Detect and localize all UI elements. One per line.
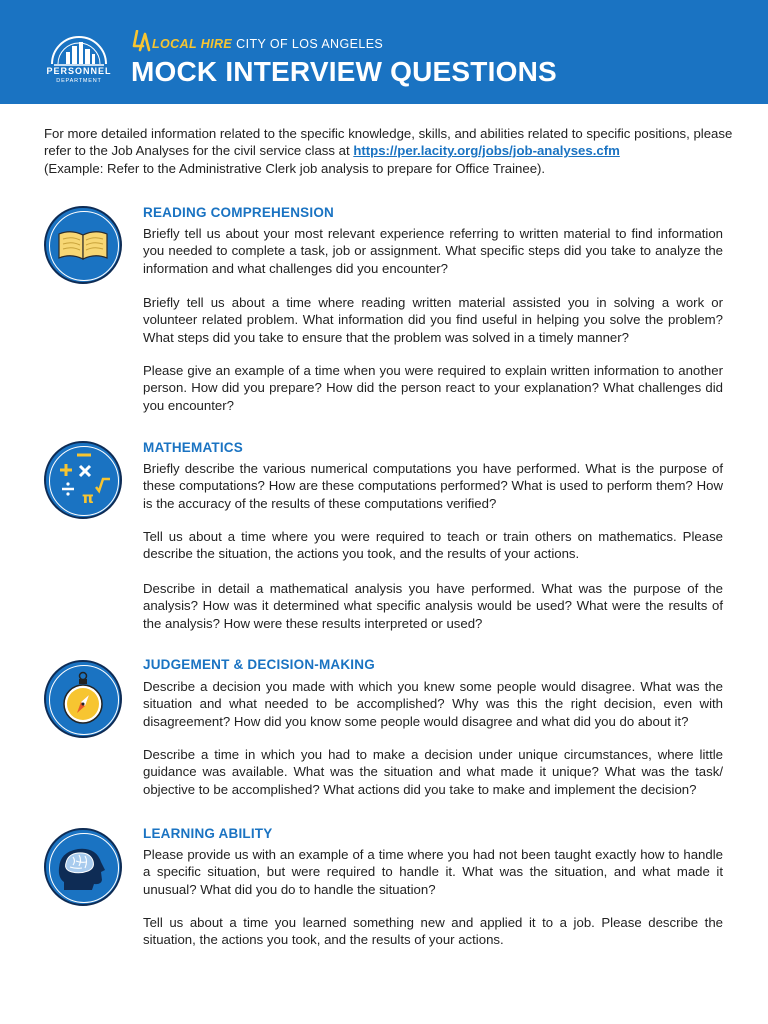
department-name (44, 66, 114, 86)
reading-question-1: Briefly tell us about your most relevant experience referring to written material to find information you needed to complete a task, job or assignment. What specific steps did you take to analyze the information and what challenges did you encounter? (143, 226, 723, 276)
brain-icon (44, 828, 122, 906)
book-icon (44, 206, 122, 284)
math-symbols-icon (44, 441, 122, 519)
header-banner (0, 0, 768, 104)
judgement-question-2: Describe a time in which you had to make a decision under unique circumstances, where little guidance was available. What was the situation and what made it unique? What was the task/ objective to be accomplished? What actions did you take to make and implement the decision? (143, 747, 723, 797)
section-title-learning: LEARNING ABILITY (143, 826, 273, 841)
learning-question-2: Tell us about a time you learned something new and applied it to a job. Please describe the situation, the actions you took, and the results of your actions. (143, 915, 723, 948)
city-label: CITY OF LOS ANGELES (236, 37, 384, 51)
intro-example: (Example: Refer to the Administrative Clerk job analysis to prepare for Office Trainee). (44, 160, 546, 176)
local-hire-label: LOCAL HIRE (152, 37, 233, 51)
section-title-reading: READING COMPREHENSION (143, 205, 334, 220)
department-line1: PERSONNEL (46, 66, 112, 76)
compass-icon (44, 660, 122, 738)
section-title-mathematics: MATHEMATICS (143, 440, 243, 455)
header-subtitle (152, 37, 383, 51)
reading-question-3: Please give an example of a time when you were required to explain written information to another person. How did you prepare? How did the person react to your explanation? What challenges did you encounter? (143, 363, 723, 413)
department-line2: DEPARTMENT (56, 78, 102, 84)
math-question-3: Describe in detail a mathematical analysis you have performed. What was the purpose of the analysis? How was it determined what specific analysis would be used? What were the results of the analysis? How were these results interpreted or used? (143, 581, 723, 631)
intro-paragraph (44, 125, 734, 177)
judgement-question-1: Describe a decision you made with which you knew some people would disagree. What was the situation and what needed to be accomplished? Why was this the right decision, even with disagreement? How did you know some people would disagree and what did you do about it? (143, 679, 723, 729)
intro-text: For more detailed information related to the specific knowledge, skills, and abilities related to specific positions, please refer to the Job Analyses for the civil service class at (44, 126, 733, 159)
la-logo-icon (131, 30, 151, 52)
section-title-judgement: JUDGEMENT & DECISION-MAKING (143, 657, 375, 672)
math-question-2: Tell us about a time where you were required to teach or train others on mathematics. Please describe the situation, the actions you took, and the results of your actions. (143, 529, 723, 562)
learning-question-1: Please provide us with an example of a time where you had not been taught exactly how to handle a specific situation, but were required to handle it. What was the situation, and what made it unusual? What did you do to handle the situation? (143, 847, 723, 897)
math-question-1: Briefly describe the various numerical computations you have performed. What is the purpose of these computations? How are these computations performed? What is used to perform them? How is the accuracy of the results of these computations verified? (143, 461, 723, 511)
page-title: MOCK INTERVIEW QUESTIONS (131, 56, 557, 87)
svg-text:π: π (82, 489, 94, 507)
reading-question-2: Briefly tell us about a time where reading written material assisted you in solving a work or volunteer related problem. What information did you find useful in helping you solve the problem? What steps did you take to ensure that the problem was solved in a timely manner? (143, 295, 723, 345)
job-analyses-link[interactable]: https://per.lacity.org/jobs/job-analyses.cfm (353, 143, 620, 159)
